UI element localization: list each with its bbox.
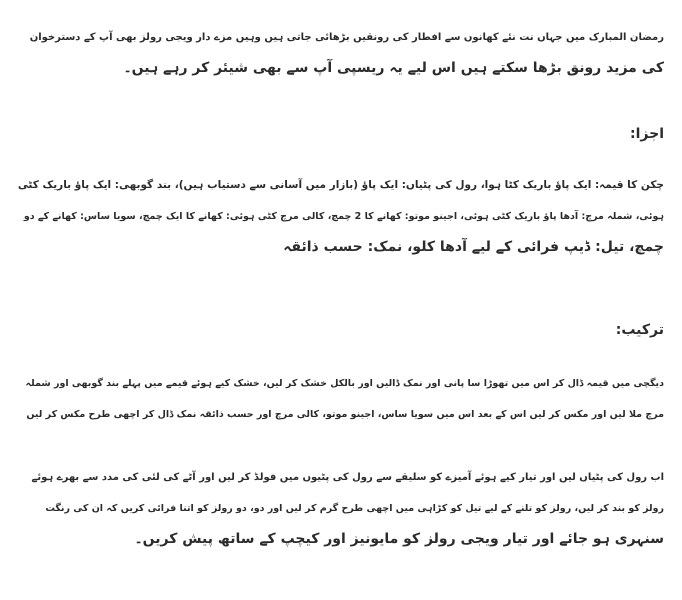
intro-line: رمضان المبارک میں جہاں نت نئے کھانوں سے افطار کی رونقیں بڑھائی جاتی ہیں وہیں مزے دار ویجی رولز بھی آپ کے دسترخوان [29,32,664,43]
method-line: مرچ ملا لیں اور مکس کر لیں اس کے بعد اس میں سویا ساس، اجینو موتو، کالی مرچ اور حسب ذائقہ نمک ڈال کر اچھی طرح مکس کر لیں [26,409,664,420]
method-paragraph-2 [18,462,664,555]
intro-line: کی مزید رونق بڑھا سکتے ہیں اس لیے یہ ریسپی آپ سے بھی شیئر کر رہے ہیں۔ [123,60,664,76]
method-line: اب رول کی پٹیاں لیں اور تیار کیے ہوئے آمیزے کو سلیقے سے رول کی پٹیوں میں فولڈ کر لیں اور آٹے کی لئی کی مدد سے بھرے ہوئے [31,472,664,483]
ingredients-line: ہوئی، شملہ مرچ: آدھا پاؤ باریک کٹی ہوئی، اجینو موتو: کھانے کا 2 چمچ، کالی مرچ کٹی ہوئی: کھانے کا ایک چمچ، سویا ساس: کھانے کے دو [23,211,664,222]
intro-paragraph [18,22,664,84]
article [18,0,664,600]
ingredients-paragraph [18,170,664,263]
method-line: سنہری ہو جائے اور تیار ویجی رولز کو مایونیز اور کیچپ کے ساتھ پیش کریں۔ [134,531,664,547]
ingredients-heading: اجزا: [630,126,664,142]
method-paragraph-1 [18,368,664,430]
ingredients-line: چمچ، تیل: ڈیپ فرائی کے لیے آدھا کلو، نمک: حسب ذائقہ [283,239,664,255]
method-heading: ترکیب: [615,322,664,338]
method-line: رولز کو بند کر لیں، رولز کو تلنے کے لیے تیل کو کڑاہی میں اچھی طرح گرم کر لیں اور دو، دو رولز کو اتنا فرائی کریں کہ ان کی رنگت [45,503,664,514]
method-line: دیگچی میں قیمہ ڈال کر اس میں تھوڑا سا پانی اور نمک ڈالیں اور بالکل خشک کر لیں، خشک کیے ہوئے قیمے میں پہلے بند گوبھی اور شملہ [25,378,664,389]
ingredients-line: چکن کا قیمہ: ایک پاؤ باریک کٹا ہوا، رول کی پٹیاں: ایک پاؤ (بازار میں آسانی سے دستیاب ہیں)، بند گوبھی: ایک پاؤ باریک کٹی [18,179,664,191]
